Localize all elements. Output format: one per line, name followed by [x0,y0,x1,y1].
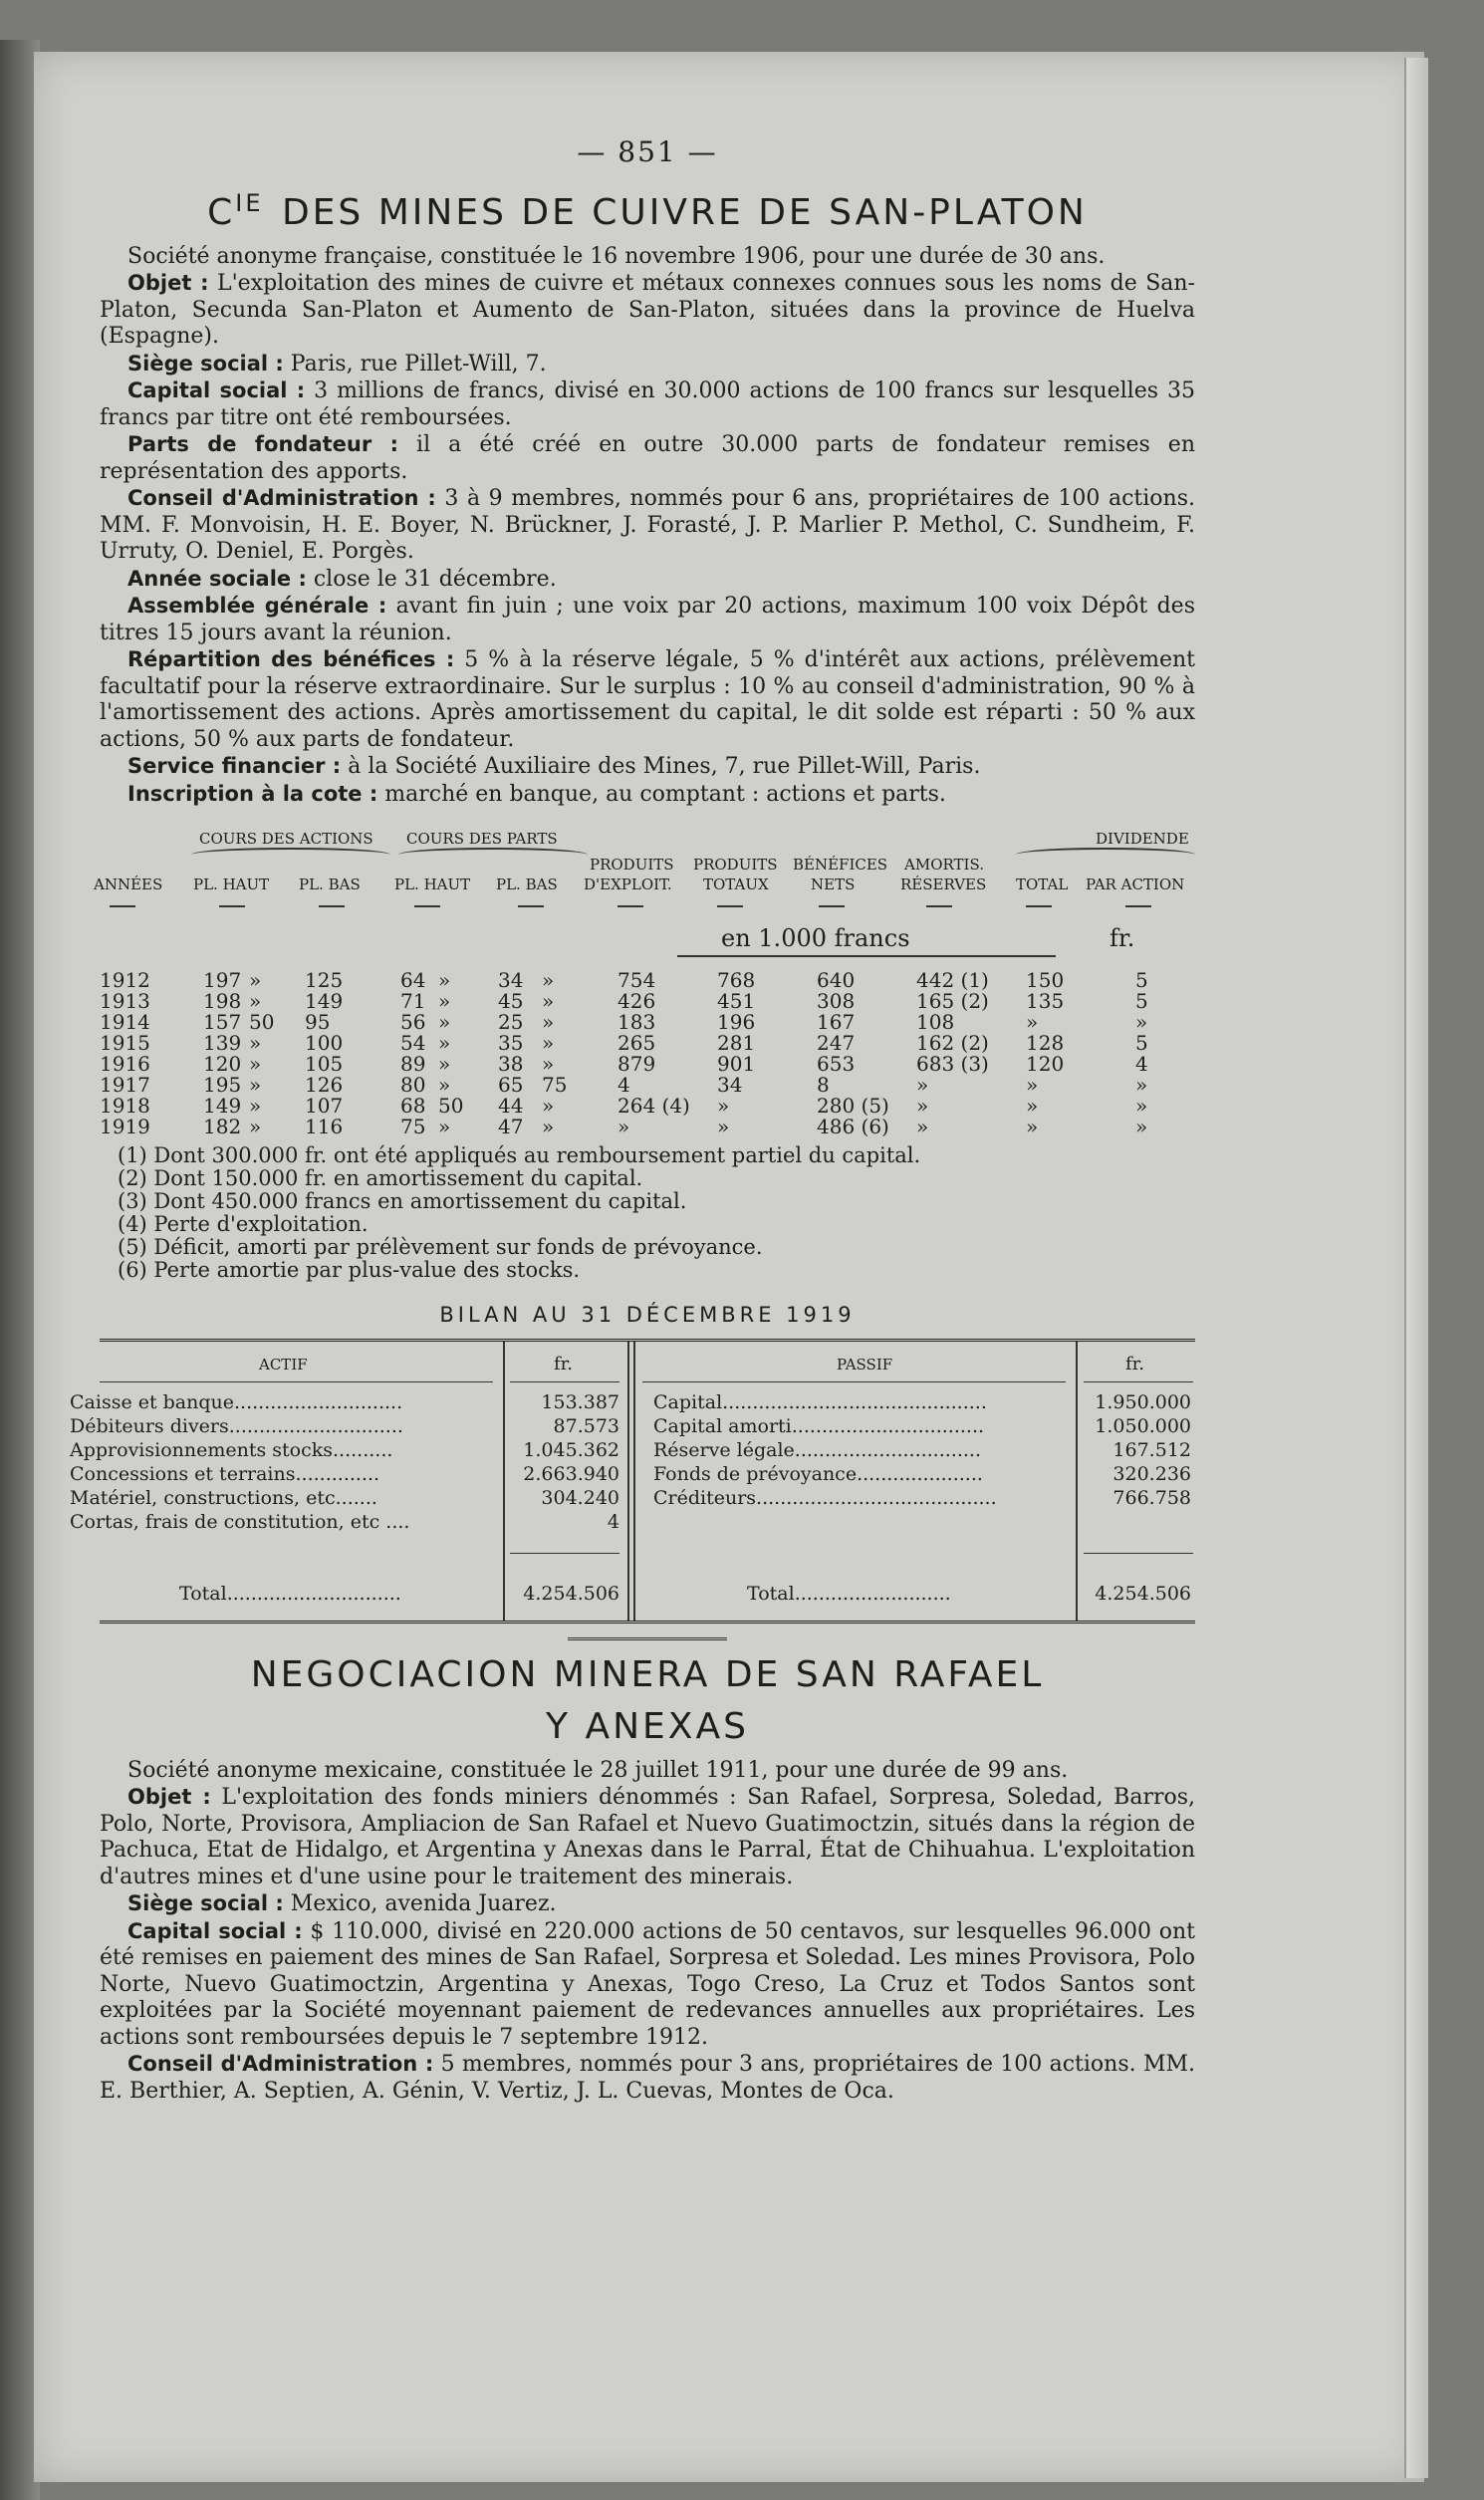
col-benef-1: BÉNÉFICES [793,856,888,874]
table-cell: » [1026,1010,1039,1034]
field-text: 5 % à la réserve légale, 5 % d'intérêt aux actions, prélèvement facultatif pour la réserve extraordinaire. Sur le surplus : 10 % au conseil d'administration, 90 % à l'amortissement des actions. Après amortissement du capital, le dit solde est réparti : 50 % aux actions, 50 % aux parts de fondateur. [100,647,1195,752]
table-cell: 56 [400,1010,426,1034]
table-cell: 4 [1135,1052,1148,1076]
table-cell: » [249,1115,262,1138]
table-cell: 71 [400,989,426,1013]
section-title-san-rafael-2: Y ANEXAS [546,1705,749,1747]
field-label: Service financier : [127,754,342,778]
brace [398,848,588,862]
company-fields [100,270,1195,808]
table-cell: » [438,1115,451,1138]
field-text: Paris, rue Pillet-Will, 7. [283,351,547,376]
unit-line [677,955,1056,957]
col-benef-2: NETS [811,875,856,893]
table-cell: 1917 [100,1073,150,1097]
unit-label: en 1.000 francs [721,924,910,952]
table-cell: » [1135,1094,1148,1118]
table-cell: 120 [1026,1052,1065,1076]
col-pl-haut-actions: PL. HAUT [193,875,270,893]
table-cell: » [542,1115,555,1138]
divider [627,1342,629,1621]
table-cell: 116 [305,1115,344,1138]
col-produits-1: PRODUITS [590,856,674,874]
table-cell: » [1135,1115,1148,1138]
group-dividende: DIVIDENDE [1096,830,1189,848]
table-cell: » [1026,1115,1039,1138]
company-fields-2 [100,1784,1195,2105]
table-cell: » [717,1115,730,1138]
col-pl-bas-actions: PL. BAS [299,875,361,893]
col-prodtot-2: TOTAUX [703,875,769,893]
passif-item-label: Capital amorti................................ [653,1414,985,1437]
table-cell: » [249,989,262,1013]
table-cell: 1916 [100,1052,150,1076]
table-body [100,967,1195,1138]
table-cell: » [1026,1094,1039,1118]
actif-item-label: Cortas, frais de constitution, etc .... [70,1510,410,1533]
table-cell: 265 [618,1031,656,1055]
col-amort-2: RÉSERVES [900,875,987,893]
table-cell: 64 [400,968,426,992]
table-cell: 308 [817,989,856,1013]
field2-3 [100,2051,1195,2105]
actif-item-label: Concessions et terrains.............. [70,1462,380,1485]
table-cell: 47 [498,1115,524,1138]
passif-item-value: 1.050.000 [1095,1414,1191,1437]
field-label: Objet : [127,271,209,295]
balance-sheet [70,1339,1195,1624]
table-cell: 5 [1135,1031,1148,1055]
table-cell: » [438,968,451,992]
table-cell: 120 [203,1052,242,1076]
field-0 [100,270,1195,351]
rule [100,1381,493,1382]
table-cell: » [438,989,451,1013]
field2-0 [100,1784,1195,1890]
table-row [100,1009,1195,1034]
total-actif-label: Total............................. [179,1582,401,1605]
table-cell: » [438,1052,451,1076]
table-cell: 149 [203,1094,242,1118]
footnote: (5) Déficit, amorti par prélèvement sur fonds de prévoyance. [118,1235,763,1259]
table-cell: 901 [717,1052,756,1076]
rule [642,1381,1066,1382]
table-row [100,988,1195,1013]
actif-item-value: 153.387 [541,1390,619,1413]
field-3 [100,431,1195,485]
table-cell: 768 [717,968,756,992]
col-pl-bas-parts: PL. BAS [496,875,558,893]
actif-item-label: Caisse et banque............................ [70,1390,403,1413]
field-7 [100,646,1195,753]
passif-item-label: Créditeurs........................................ [653,1486,997,1509]
field-label: Capital social : [127,1918,303,1943]
field-text: Mexico, avenida Juarez. [283,1891,557,1916]
group-cours-parts: COURS DES PARTS [406,830,558,848]
table-cell: 1915 [100,1031,150,1055]
field-1 [100,351,1195,378]
table-cell: 198 [203,989,242,1013]
actif-item-label: Matériel, constructions, etc....... [70,1486,377,1509]
table-cell: 44 [498,1094,524,1118]
field-label: Capital social : [127,378,306,402]
field-label: Inscription à la cote : [127,781,378,806]
table-cell: 197 [203,968,242,992]
table-cell: 640 [817,968,856,992]
brace [1016,848,1195,862]
divider [633,1342,635,1621]
table-cell: 281 [717,1031,756,1055]
footnote: (6) Perte amortie par plus-value des stocks. [118,1258,581,1282]
field-text: 3 à 9 membres, nommés pour 6 ans, propriétaires de 100 actions. MM. F. Monvoisin, H. E. Boyer, N. Brückner, J. Forasté, J. P. Marlier P. Methol, C. Sundheim, F. Urruty, O. Deniel, E. Porgès. [100,486,1196,564]
field-text: $ 110.000, divisé en 220.000 actions de 50 centavos, sur lesquelles 96.000 ont été remises en paiement des mines de San Rafael, Sorpresa et Soledad. Les mines Provisora, Polo Norte, Nuevo Guatimoctzin, Argentina y Anexas, Togo Creso, La Cruz et Todos Santos sont exploitées par la Société moyennant paiement de redevances annuelles aux propriétaires. Les actions sont remboursées depuis le 7 septembre 1912. [100,1918,1195,2050]
passif-item-label: Fonds de prévoyance..................... [653,1462,983,1485]
table-cell: 75 [400,1115,426,1138]
unit-row [100,925,1195,959]
field-4 [100,485,1195,566]
table-cell: » [618,1115,630,1138]
field-text: 5 membres, nommés pour 3 ans, propriétaires de 100 actions. MM. E. Berthier, A. Septien, A. Génin, V. Vertiz, J. L. Cuevas, Montes de Oca. [100,2052,1196,2104]
table-cell: » [438,1010,451,1034]
table-row [100,1114,1195,1138]
table-cell: » [1135,1010,1148,1034]
actif-item-value: 87.573 [553,1414,619,1437]
table-cell: » [542,989,555,1013]
field-text: L'exploitation des mines de cuivre et métaux connexes connues sous les noms de San-Platon, Secunda San-Platon et Aumento de San-Platon, situées dans la province de Huelva (Espagne). [100,271,1195,349]
table-cell: 157 [203,1010,242,1034]
field-6 [100,593,1195,646]
table-cell: 125 [305,968,344,992]
field-text: 3 millions de francs, divisé en 30.000 actions de 100 francs sur lesquelles 35 francs par titre ont été remboursées. [100,378,1195,430]
section-title-san-rafael-1: NEGOCIACION MINERA DE SAN RAFAEL [250,1653,1045,1695]
footnote: (2) Dont 150.000 fr. en amortissement du capital. [118,1166,643,1190]
field-label: Assemblée générale : [127,594,387,618]
table-cell: » [249,1094,262,1118]
table-cell: 683 (3) [916,1052,989,1076]
dash-row [100,905,1195,925]
table-cell: 89 [400,1052,426,1076]
table-cell: » [542,1010,555,1034]
table-row [100,967,1195,992]
table-cell: 50 [438,1094,464,1118]
field-8 [100,753,1195,781]
title-rest: DES MINES DE CUIVRE DE SAN-PLATON [281,191,1088,233]
rule [510,1381,619,1382]
rule [510,1553,619,1554]
table-cell: 150 [1026,968,1065,992]
col-prodtot-1: PRODUITS [693,856,778,874]
table-cell: 80 [400,1073,426,1097]
table-row [100,1072,1195,1097]
table-cell: 426 [618,989,656,1013]
col-pl-haut-parts: PL. HAUT [394,875,471,893]
passif-item-label: Réserve légale............................... [653,1438,982,1461]
field-label: Objet : [127,1785,211,1809]
field-text: avant fin juin ; une voix par 20 actions, maximum 100 voix Dépôt des titres 15 jours avant la réunion. [100,594,1195,645]
passif-item-value: 766.758 [1113,1486,1191,1509]
table-cell: » [542,968,555,992]
actif-item-label: Débiteurs divers............................. [70,1414,403,1437]
table-cell: 879 [618,1052,656,1076]
page-number: — 851 — [577,135,718,168]
table-cell: 247 [817,1031,856,1055]
table-cell: 1919 [100,1115,150,1138]
table-cell: 25 [498,1010,524,1034]
title-sup: IE [235,188,264,217]
field-label: Répartition des bénéfices : [127,647,455,671]
col-par-action: PAR ACTION [1086,875,1185,893]
field2-1 [100,1890,1195,1918]
footnote: (4) Perte d'exploitation. [118,1212,369,1236]
table-cell: 8 [817,1073,830,1097]
table-cell: 183 [618,1010,656,1034]
table-cell: 34 [717,1073,743,1097]
total-actif-value: 4.254.506 [523,1582,619,1605]
field-2 [100,377,1195,431]
table-cell: 68 [400,1094,426,1118]
actif-item-value: 4 [607,1510,619,1533]
table-cell: 135 [1026,989,1065,1013]
passif-item-value: 167.512 [1113,1438,1191,1461]
actif-fr-header: fr. [554,1353,574,1375]
table-cell: » [1135,1073,1148,1097]
divider [503,1342,505,1621]
table-cell: 50 [249,1010,275,1034]
page-edge [1404,58,1428,2478]
field-label: Siège social : [127,351,284,375]
actif-item-value: 2.663.940 [523,1462,619,1485]
table-cell: 100 [305,1031,344,1055]
table-cell: » [916,1115,929,1138]
table-cell: 4 [618,1073,630,1097]
table-cell: 162 (2) [916,1031,989,1055]
table-row [100,1093,1195,1118]
field-label: Conseil d'Administration : [127,486,436,510]
total-passif-label: Total.......................... [747,1582,951,1605]
table-cell: 1918 [100,1094,150,1118]
table-cell: » [249,1031,262,1055]
field-5 [100,566,1195,594]
col-total: TOTAL [1016,875,1069,893]
col-produits-2: D'EXPLOIT. [584,875,672,893]
intro-paragraph-2: Société anonyme mexicaine, constituée le 28 juillet 1911, pour une durée de 99 ans. [127,1757,1069,1783]
table-cell: 95 [305,1010,331,1034]
field-text: marché en banque, au comptant : actions et parts. [377,781,946,807]
footnote: (3) Dont 450.000 francs en amortissement du capital. [118,1189,687,1213]
table-cell: 165 (2) [916,989,989,1013]
field-text: il a été créé en outre 30.000 parts de fondateur remises en représentation des apports. [100,432,1195,484]
table-cell: 75 [542,1073,568,1097]
table-cell: 65 [498,1073,524,1097]
rule [1084,1381,1193,1382]
group-cours-actions: COURS DES ACTIONS [199,830,373,848]
field-label: Parts de fondateur : [127,432,398,456]
field-label: Année sociale : [127,566,307,591]
table-cell: » [717,1094,730,1118]
table-cell: » [249,968,262,992]
table-cell: 451 [717,989,756,1013]
unit-fr: fr. [1110,924,1135,952]
actif-item-value: 1.045.362 [523,1438,619,1461]
total-passif-value: 4.254.506 [1095,1582,1191,1605]
field-label: Siège social : [127,1891,284,1915]
table-cell: » [542,1031,555,1055]
table-cell: » [916,1073,929,1097]
actif-item-value: 304.240 [541,1486,619,1509]
results-table [94,826,1195,1138]
table-cell: 280 (5) [817,1094,889,1118]
passif-item-value: 320.236 [1113,1462,1191,1485]
table-cell: 126 [305,1073,344,1097]
table-cell: 1912 [100,968,150,992]
table-cell: » [249,1073,262,1097]
table-cell: 196 [717,1010,756,1034]
bilan-title: BILAN AU 31 DÉCEMBRE 1919 [439,1303,856,1327]
field-text: L'exploitation des fonds miniers dénommés : San Rafael, Sorpresa, Soledad, Barros, Polo, Norte, Provisora, Ampliacion de San Rafael et Nuevo Guatimoctzin, situés dans la région de Pachuca, Etat de Hidalgo, et Argentina y Anexas dans le Parral, État de Chihuahua. L'exploitation d'autres mines et d'une usine pour le traitement des minerais. [100,1785,1196,1889]
passif-header: PASSIF [837,1355,893,1374]
table-cell: 128 [1026,1031,1065,1055]
passif-item-label: Capital............................................ [653,1390,987,1413]
table-cell: 107 [305,1094,344,1118]
table-cell: 442 (1) [916,968,989,992]
brace [191,848,390,862]
table-cell: 754 [618,968,656,992]
table-cell: » [542,1052,555,1076]
table-cell: 54 [400,1031,426,1055]
actif-item-label: Approvisionnements stocks.......... [70,1438,393,1461]
actif-header: ACTIF [259,1355,308,1374]
table-header [94,826,1195,905]
col-amort-1: AMORTIS. [904,856,984,874]
table-cell: » [542,1094,555,1118]
table-cell: 1913 [100,989,150,1013]
table-cell: 34 [498,968,524,992]
table-cell: 1914 [100,1010,150,1034]
passif-item-value: 1.950.000 [1095,1390,1191,1413]
field2-2 [100,1918,1195,2052]
page-content [70,135,1196,2105]
table-cell: 486 (6) [817,1115,889,1138]
table-cell: 264 (4) [618,1094,690,1118]
rule [1084,1553,1193,1554]
table-cell: 167 [817,1010,856,1034]
title-prefix: C [207,191,236,233]
table-cell: » [916,1094,929,1118]
table-cell: 149 [305,989,344,1013]
table-cell: 139 [203,1031,242,1055]
col-annees: ANNÉES [94,875,163,893]
divider [1076,1342,1078,1621]
table-cell: 45 [498,989,524,1013]
table-cell: 105 [305,1052,344,1076]
table-cell: 108 [916,1010,955,1034]
table-row [100,1051,1195,1076]
field-text: à la Société Auxiliaire des Mines, 7, rue Pillet-Will, Paris. [341,754,981,779]
footnotes [100,1144,1195,1282]
intro-paragraph: Société anonyme française, constituée le 16 novembre 1906, pour une durée de 30 ans. [127,243,1106,269]
table-cell: » [438,1031,451,1055]
table-cell: 182 [203,1115,242,1138]
table-cell: 38 [498,1052,524,1076]
separator-rule [568,1637,727,1640]
field-text: close le 31 décembre. [306,566,557,592]
table-row [100,1030,1195,1055]
table-cell: 653 [817,1052,856,1076]
table-cell: 5 [1135,989,1148,1013]
field-label: Conseil d'Administration : [127,2052,434,2076]
table-cell: » [249,1052,262,1076]
table-cell: » [1026,1073,1039,1097]
field-9 [100,781,1195,809]
footnote: (1) Dont 300.000 fr. ont été appliqués au remboursement partiel du capital. [118,1143,921,1167]
passif-fr-header: fr. [1125,1353,1145,1375]
section-title-san-platon [100,182,1195,234]
table-cell: » [438,1073,451,1097]
table-cell: 5 [1135,968,1148,992]
table-cell: 35 [498,1031,524,1055]
table-cell: 195 [203,1073,242,1097]
